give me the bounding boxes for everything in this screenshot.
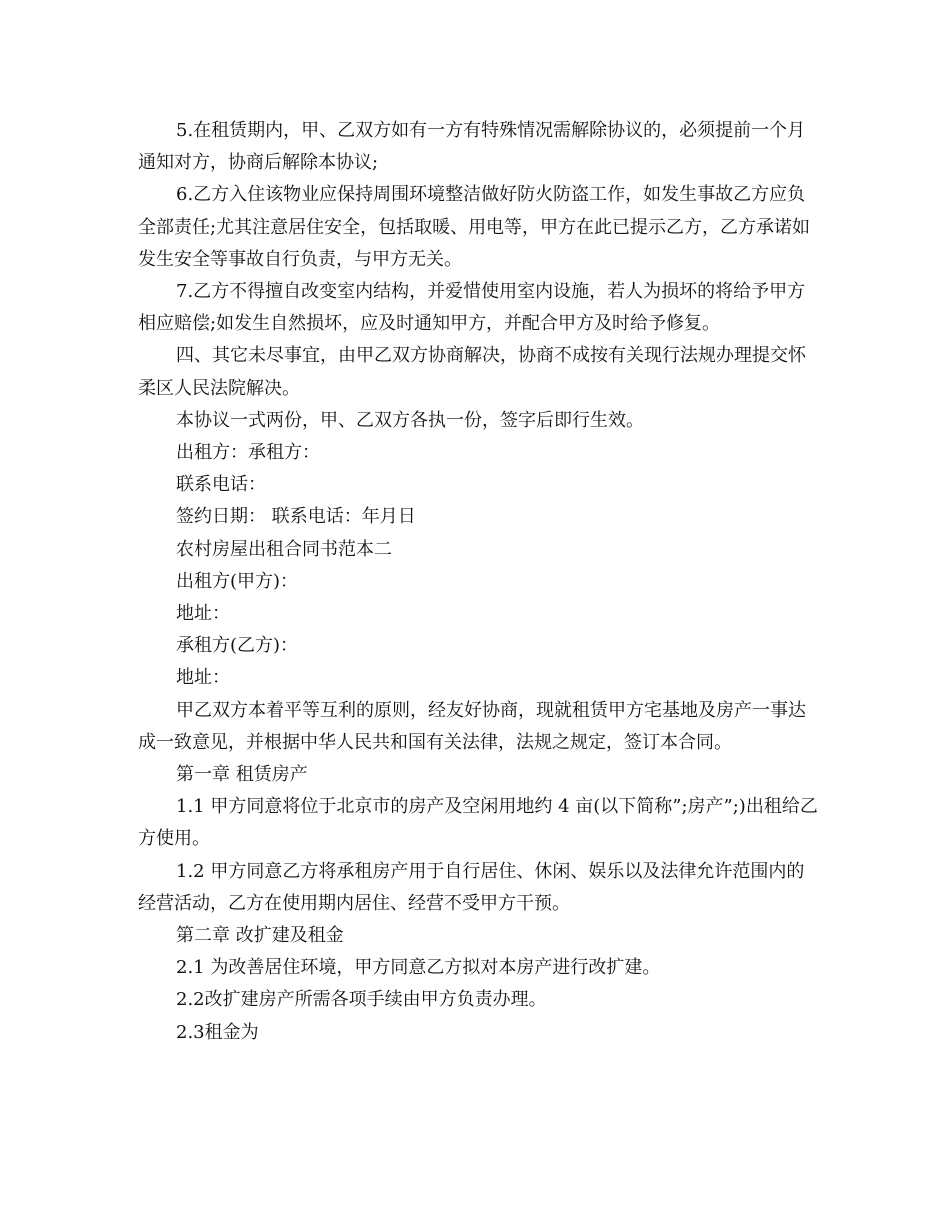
- signature-date: 签约日期： 联系电话：年月日: [176, 506, 416, 528]
- clause-1-1: 1.1 甲方同意将位于北京市的房产及空闲用地约 4 亩(以下简称”;房产”;)出租给乙方使用。: [138, 796, 818, 850]
- clause-2-1: 2.1 为改善居住环境，甲方同意乙方拟对本房产进行改扩建。: [176, 957, 661, 979]
- paragraph-termination: 5.在租赁期内，甲、乙双方如有一方有特殊情况需解除协议的，必须提前一个月通知对方，协商后解除本协议;: [138, 120, 806, 174]
- clause-1-2: 1.2 甲方同意乙方将承租房产用于自行居住、休闲、娱乐以及法律允许范围内的经营活动，乙方在使用期内居住、经营不受甲方干预。: [138, 860, 805, 914]
- paragraph-structure: 7.乙方不得擅自改变室内结构，并爱惜使用室内设施，若人为损坏的将给予甲方相应赔偿;如发生自然损坏，应及时通知甲方，并配合甲方及时给予修复。: [138, 281, 806, 335]
- paragraph-copies: 本协议一式两份，甲、乙双方各执一份，签字后即行生效。: [176, 409, 644, 431]
- lessee-address: 地址：: [176, 667, 230, 689]
- signature-parties: 出租方：承租方：: [176, 442, 320, 464]
- chapter-two-heading: 第二章 改扩建及租金: [176, 925, 344, 947]
- paragraph-safety: 6.乙方入住该物业应保持周围环境整洁做好防火防盗工作，如发生事故乙方应负全部责任;尤其注意居住安全，包括取暖、用电等，甲方在此已提示乙方，乙方承诺如发生安全等事故自行负责，与甲方无关。: [138, 184, 811, 270]
- clause-2-2: 2.2改扩建房产所需各项手续由甲方负责办理。: [176, 989, 547, 1011]
- signature-phone: 联系电话：: [176, 474, 266, 496]
- lessor-address: 地址：: [176, 603, 230, 625]
- lessee-label: 承租方(乙方)：: [176, 635, 299, 657]
- clause-2-3: 2.3租金为: [176, 1021, 259, 1043]
- lessor-label: 出租方(甲方)：: [176, 570, 299, 592]
- paragraph-preamble: 甲乙双方本着平等互利的原则，经友好协商，现就租赁甲方宅基地及房产一事达成一致意见，并根据中华人民共和国有关法律，法规之规定，签订本合同。: [138, 699, 806, 753]
- paragraph-disputes: 四、其它未尽事宜，由甲乙双方协商解决，协商不成按有关现行法规办理提交怀柔区人民法院解决。: [138, 345, 806, 399]
- section-title-template-two: 农村房屋出租合同书范本二: [176, 538, 392, 560]
- chapter-one-heading: 第一章 租赁房产: [176, 764, 308, 786]
